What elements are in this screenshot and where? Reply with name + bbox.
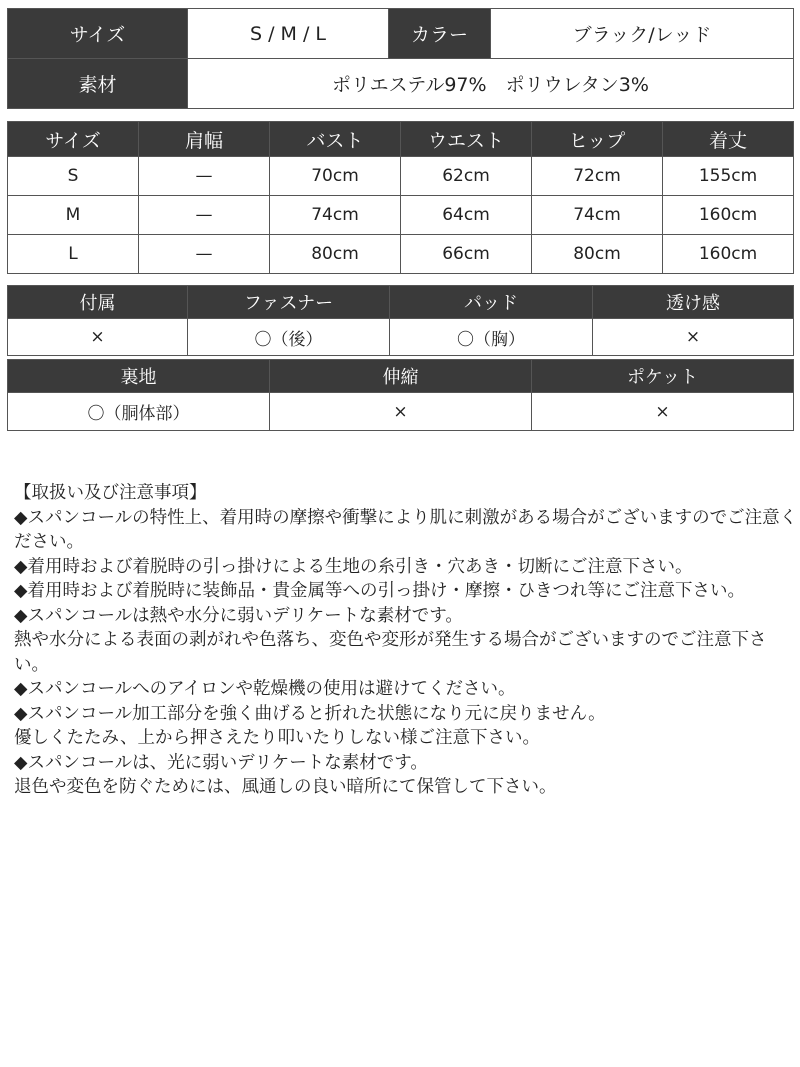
cell-lining: 〇（胴体部） (8, 393, 270, 431)
cell-sheerness: × (593, 319, 794, 356)
header-pad: パッド (390, 286, 593, 319)
cell-stretch: × (270, 393, 532, 431)
cell-bust: 74cm (270, 196, 401, 235)
header-sheerness: 透け感 (593, 286, 794, 319)
header-shoulder: 肩幅 (139, 122, 270, 157)
cell-shoulder: — (139, 196, 270, 235)
cell-size: M (8, 196, 139, 235)
care-note-line: 熱や水分による表面の剥がれや色落ち、変色や変形が発生する場合がございますのでご注意下さい。 (14, 630, 767, 675)
cell-waist: 66cm (401, 235, 532, 274)
header-accessory: 付属 (8, 286, 188, 319)
header-hip: ヒップ (532, 122, 663, 157)
cell-shoulder: — (139, 235, 270, 274)
care-note-line: ◆スパンコールの特性上、着用時の摩擦や衝撃により肌に刺激がある場合がございますのでご注意ください。 (14, 507, 798, 552)
cell-shoulder: — (139, 157, 270, 196)
cell-bust: 70cm (270, 157, 401, 196)
cell-pad: 〇（胸） (390, 319, 593, 356)
lining-header (8, 360, 794, 393)
care-note-line: ◆着用時および着脱時の引っ掛けによる生地の糸引き・穴あき・切断にご注意下さい。 (14, 556, 693, 577)
table-row (8, 157, 794, 196)
spec-row-size-color (8, 9, 794, 59)
care-note-line: 優しくたたみ、上から押さえたり叩いたりしない様ご注意下さい。 (14, 728, 541, 748)
care-notes (14, 481, 798, 800)
cell-bust: 80cm (270, 235, 401, 274)
size-value: S / M / L (188, 9, 389, 59)
features-header (8, 286, 794, 319)
header-length: 着丈 (663, 122, 794, 157)
care-note-line: 退色や変色を防ぐためには、風通しの良い暗所にて保管して下さい。 (14, 777, 557, 797)
header-waist: ウエスト (401, 122, 532, 157)
care-note-line: ◆スパンコールは、光に弱いデリケートな素材です。 (14, 752, 428, 773)
cell-hip: 72cm (532, 157, 663, 196)
header-zipper: ファスナー (188, 286, 390, 319)
care-note-line: ◆着用時および着脱時に装飾品・貴金属等への引っ掛け・摩擦・ひきつれ等にご注意下さい。 (14, 581, 745, 601)
cell-size: L (8, 235, 139, 274)
size-table (7, 121, 794, 274)
color-label: カラー (389, 9, 491, 59)
lining-table (7, 359, 794, 431)
header-lining: 裏地 (8, 360, 270, 393)
table-row (8, 393, 794, 431)
cell-waist: 62cm (401, 157, 532, 196)
features-table (7, 285, 794, 356)
care-notes-title: 【取扱い及び注意事項】 (14, 483, 207, 503)
cell-length: 160cm (663, 235, 794, 274)
color-value: ブラック/レッド (491, 9, 794, 59)
table-row (8, 235, 794, 274)
cell-accessory: × (8, 319, 188, 356)
cell-hip: 80cm (532, 235, 663, 274)
header-pocket: ポケット (532, 360, 794, 393)
care-note-line: ◆スパンコールへのアイロンや乾燥機の使用は避けてください。 (14, 679, 516, 699)
cell-pocket: × (532, 393, 794, 431)
size-table-header (8, 122, 794, 157)
table-row (8, 196, 794, 235)
cell-length: 155cm (663, 157, 794, 196)
cell-zipper: 〇（後） (188, 319, 390, 356)
table-row (8, 319, 794, 356)
header-stretch: 伸縮 (270, 360, 532, 393)
cell-hip: 74cm (532, 196, 663, 235)
spec-row-material (8, 59, 794, 109)
header-size: サイズ (8, 122, 139, 157)
care-note-line: ◆スパンコール加工部分を強く曲げると折れた状態になり元に戻りません。 (14, 703, 606, 724)
header-bust: バスト (270, 122, 401, 157)
care-note-line: ◆スパンコールは熱や水分に弱いデリケートな素材です。 (14, 605, 463, 626)
cell-size: S (8, 157, 139, 196)
material-label: 素材 (8, 59, 188, 109)
size-label: サイズ (8, 9, 188, 59)
spec-table (7, 8, 794, 109)
cell-waist: 64cm (401, 196, 532, 235)
cell-length: 160cm (663, 196, 794, 235)
material-value: ポリエステル97% ポリウレタン3% (188, 59, 794, 109)
